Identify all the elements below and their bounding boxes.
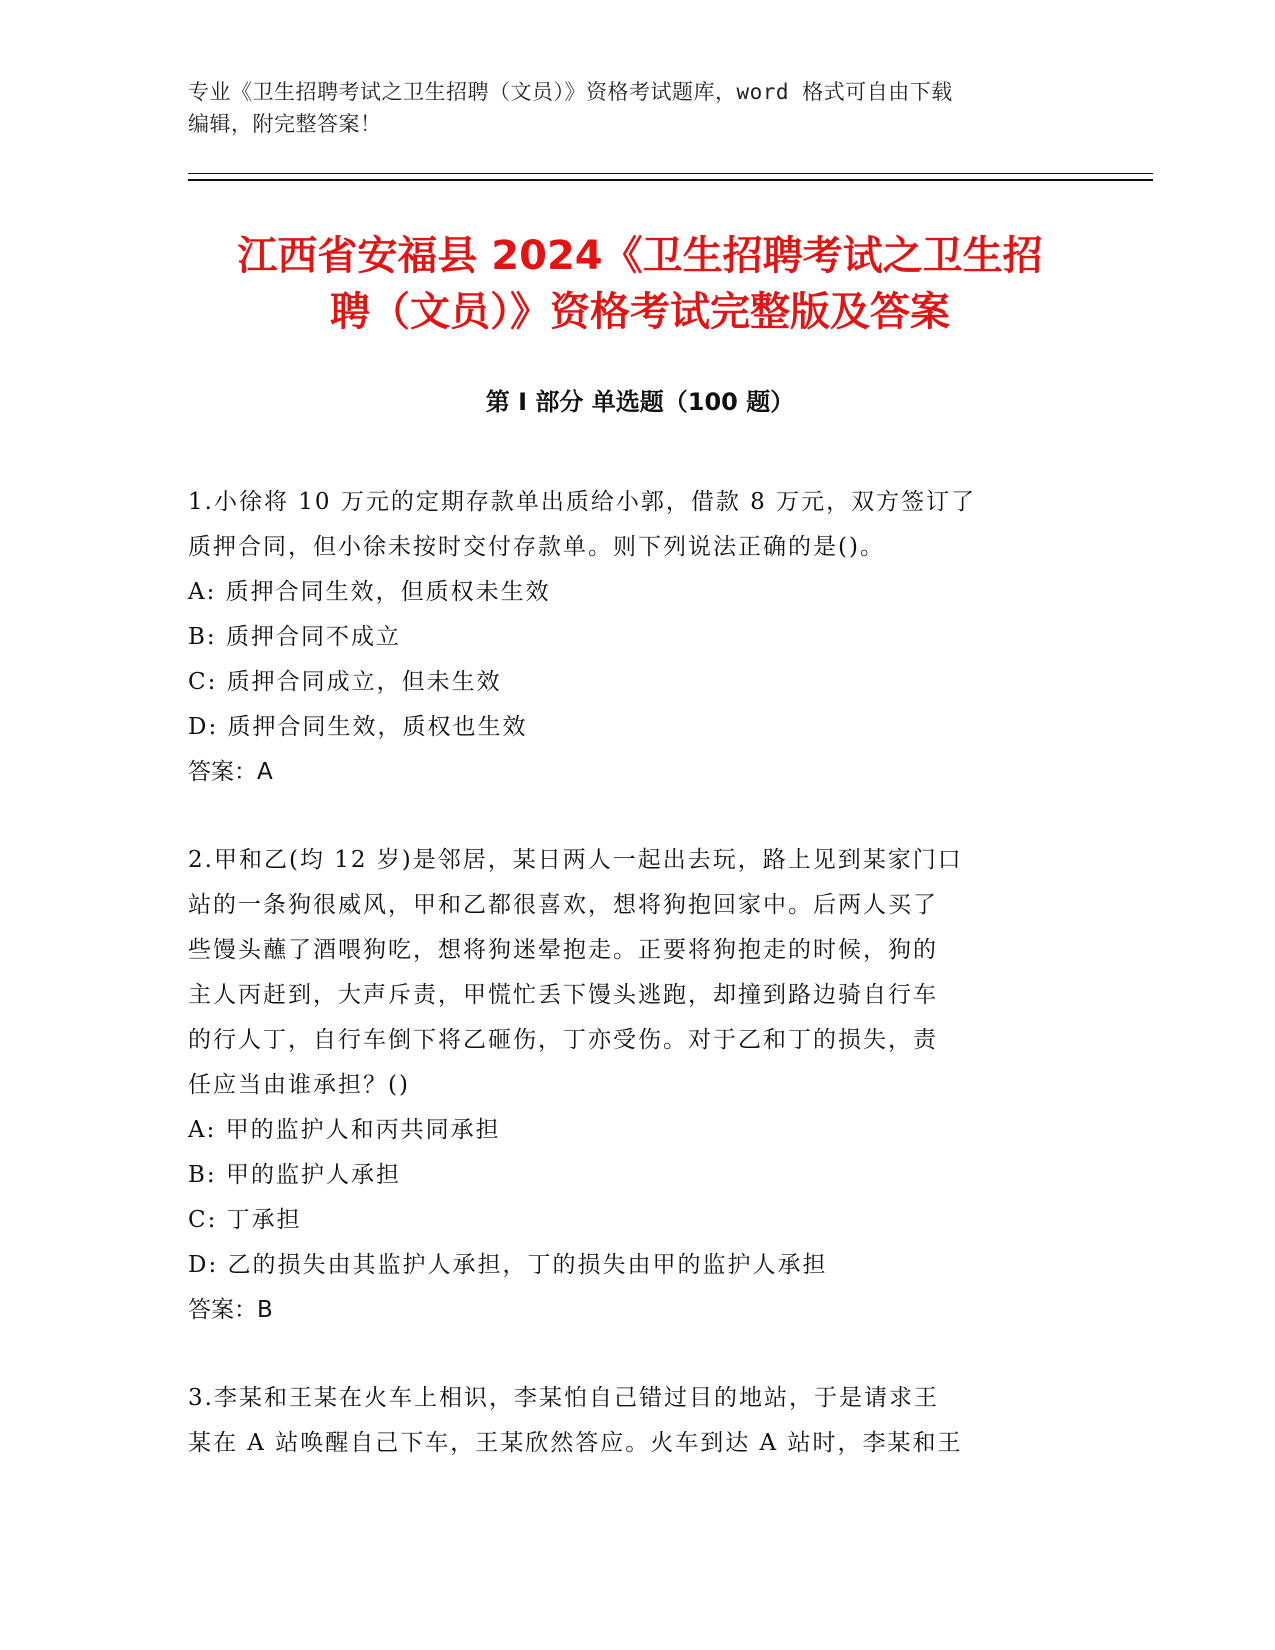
question-stem — [188, 1376, 1058, 1466]
header-note — [188, 76, 1088, 140]
option-d: D: 乙的损失由其监护人承担，丁的损失由甲的监护人承担 — [188, 1252, 828, 1278]
question-item — [188, 480, 1058, 795]
option-a: A: 甲的监护人和丙共同承担 — [188, 1117, 501, 1143]
question-stem-line: 主人丙赶到，大声斥责，甲慌忙丢下馒头逃跑，却撞到路边骑自行车 — [188, 982, 938, 1008]
question-stem-line: 些馒头蘸了酒喂狗吃，想将狗迷晕抱走。正要将狗抱走的时候，狗的 — [188, 937, 938, 963]
option-b: B: 甲的监护人承担 — [188, 1162, 401, 1188]
document-title — [180, 228, 1100, 340]
section-title: 第 I 部分 单选题（100 题） — [485, 388, 795, 416]
question-stem — [188, 838, 1058, 1108]
question-stem — [188, 480, 1058, 570]
header-note-line-1: 专业《卫生招聘考试之卫生招聘（文员）》资格考试题库，word 格式可自由下载 — [188, 80, 953, 104]
header-divider-thick — [188, 179, 1153, 181]
question-stem-line: 某在 A 站唤醒自己下车，王某欣然答应。火车到达 A 站时，李某和王 — [188, 1430, 963, 1456]
header-note-line-2: 编辑，附完整答案！ — [188, 112, 382, 136]
question-item — [188, 838, 1058, 1333]
option-b: B: 质押合同不成立 — [188, 624, 401, 650]
question-stem-line: 站的一条狗很威风，甲和乙都很喜欢，想将狗抱回家中。后两人买了 — [188, 892, 938, 918]
header-divider-thin — [188, 173, 1153, 174]
option-d: D: 质押合同生效，质权也生效 — [188, 714, 528, 740]
option-c: C: 质押合同成立，但未生效 — [188, 669, 502, 695]
option-c: C: 丁承担 — [188, 1207, 302, 1233]
option-a: A: 质押合同生效，但质权未生效 — [188, 579, 551, 605]
document-title-line-1: 江西省安福县 2024《卫生招聘考试之卫生招 — [237, 233, 1043, 279]
question-list — [188, 480, 1058, 1509]
question-stem-line: 2.甲和乙(均 12 岁)是邻居，某日两人一起出去玩，路上见到某家门口 — [188, 847, 963, 873]
question-item — [188, 1376, 1058, 1466]
question-stem-line: 的行人丁，自行车倒下将乙砸伤，丁亦受伤。对于乙和丁的损失，责 — [188, 1027, 938, 1053]
answer-line: 答案：A — [188, 759, 273, 785]
question-stem-line: 1.小徐将 10 万元的定期存款单出质给小郭，借款 8 万元，双方签订了 — [188, 489, 977, 515]
question-stem-line: 3.李某和王某在火车上相识，李某怕自己错过目的地站，于是请求王 — [188, 1385, 939, 1411]
question-stem-line: 任应当由谁承担？() — [188, 1072, 410, 1098]
answer-line: 答案：B — [188, 1297, 273, 1323]
question-stem-line: 质押合同，但小徐未按时交付存款单。则下列说法正确的是()。 — [188, 534, 885, 560]
document-title-line-2: 聘（文员）》资格考试完整版及答案 — [330, 289, 950, 335]
